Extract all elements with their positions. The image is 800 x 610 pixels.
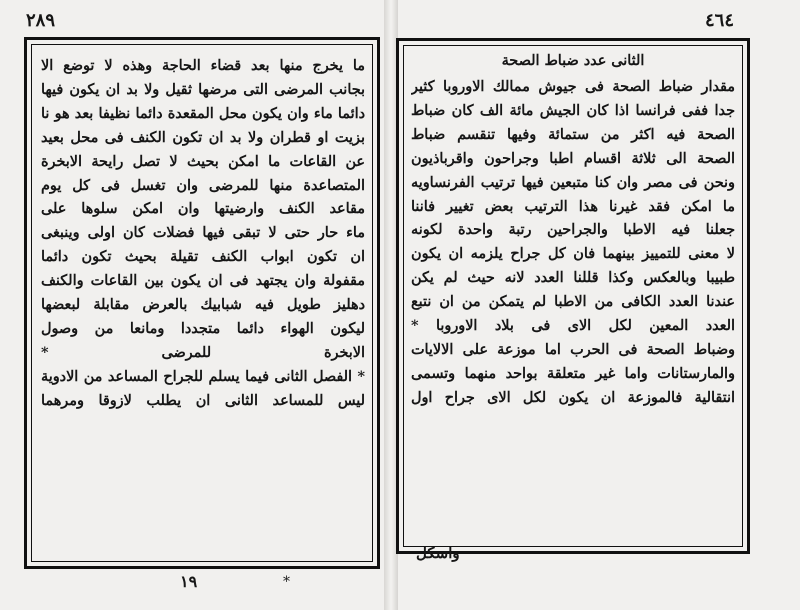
left-line: ان تكون ابواب الكنف تقيلة بحيث تكون دائما bbox=[41, 248, 365, 266]
signature-mark: ١٩ bbox=[180, 572, 198, 591]
section-heading: الثانى عدد ضباط الصحة bbox=[501, 52, 645, 69]
right-page-number: ٤٦٤ bbox=[705, 10, 735, 31]
right-line: مقدار ضباط الصحة فى جيوش ممالك الاوروبا كثير bbox=[411, 78, 735, 95]
left-line: دهليز طويل فيه شبابيك بالعرض مقابلة لبعضها bbox=[41, 296, 365, 314]
right-line: طبيبا وبالعكس وكذا قللنا العدد لانه حيث لم يكن bbox=[411, 269, 735, 287]
left-line: مقاعد الكنف وارضيتها وان امكن سلوها على bbox=[41, 200, 365, 218]
left-line: ماء حار حتى لا تبقى فيها فضلات كان اولى وينبغى bbox=[41, 224, 365, 242]
left-line: المتصاعدة منها للمرضى وان تغسل فى كل يوم bbox=[41, 176, 365, 194]
right-line: جدا ففى فرانسا اذا كان الجيش مائة الف كان ضباط bbox=[411, 101, 735, 119]
right-line: انتقالية فالموزعة ان يكون لكل الاى جراح اول bbox=[411, 388, 735, 406]
right-line: الصحة فيه اكثر من ستمائة وفيها تنقسم ضباط bbox=[411, 125, 735, 143]
left-line: عن القاعات ما امكن بحيث لا تصل رايحة الابخرة bbox=[41, 152, 365, 170]
left-line: الابخرة للمرضى * bbox=[41, 343, 365, 361]
left-page-frame bbox=[24, 37, 380, 569]
left-line: بجانب المرضى التى مرضها ثقيل ولا بد ان يكون فيها bbox=[41, 80, 365, 98]
star-ornament: * bbox=[283, 574, 290, 590]
left-line: ما يخرج منها بعد قضاء الحاجة وهذه لا توضع الا bbox=[41, 57, 365, 74]
left-line: دائما ماء وان يكون محل المقعدة دائما نظيفا بعد هو نا bbox=[41, 104, 365, 122]
right-line: العدد المعين لكل الاى فى بلاد الاوروبا * bbox=[411, 317, 735, 335]
catchword: واسكل bbox=[416, 544, 460, 562]
right-line: عندنا العدد الكافى من الاطبا لم يتمكن من ان نتبع bbox=[411, 293, 735, 311]
left-line: بزيت او قطران ولا بد ان تكون الكنف فى محل بعيد bbox=[41, 128, 365, 146]
left-line: ليس للمساعد الثانى ان يطلب لازوقا ومرهما bbox=[41, 391, 365, 409]
left-line: مقفولة وان يجتهد فى ان يكون بين القاعات والكنف bbox=[41, 272, 365, 290]
right-page-frame bbox=[396, 38, 750, 554]
right-line: وضباط الصحة فى الحرب اما موزعة على الالايات bbox=[411, 340, 735, 358]
right-line: ما امكن فقد غيرنا هذا الترتيب بعض تغيير فاننا bbox=[411, 197, 735, 215]
right-line: الصحة الى ثلاثة اقسام اطبا وجراحون واقرباذيون bbox=[411, 149, 735, 167]
left-page-number: ٢٨٩ bbox=[26, 10, 56, 31]
left-page-text bbox=[41, 54, 365, 413]
left-line: * الفصل الثانى فيما يسلم للجراح المساعد من الادوية bbox=[41, 367, 365, 385]
right-line: والمارستانات واما غير متعلقة بواحد منهما وتسمى bbox=[411, 364, 735, 382]
right-line: ونحن فى مصر وان كنا متبعين فيها ترتيب الفرنساويه bbox=[411, 173, 735, 191]
right-page-text bbox=[411, 75, 735, 410]
right-line: جعلنا فيه الاطبا والجراحين رتبة واحدة لكونه bbox=[411, 221, 735, 239]
right-line: لا معنى للتمييز بينهما فان كل جراح يلزمه ان يكون bbox=[411, 245, 735, 263]
left-line: ليكون الهواء دائما متجددا ومانعا من وصول bbox=[41, 319, 365, 337]
